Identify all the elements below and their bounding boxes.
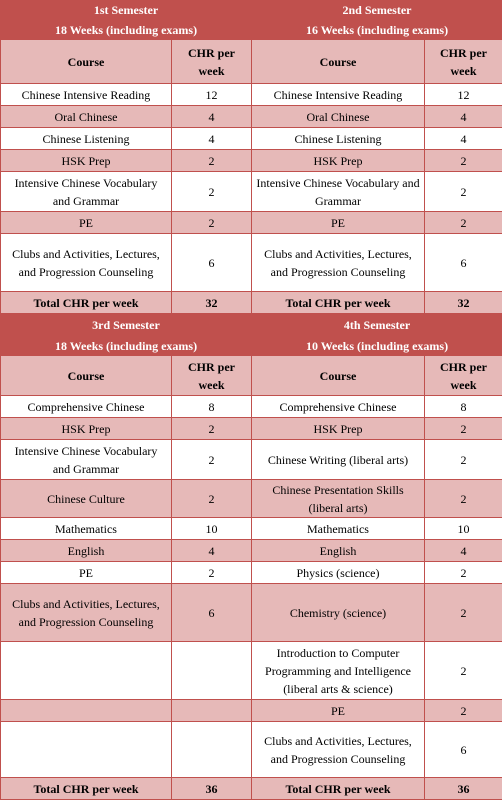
chr-cell: 4 — [172, 106, 252, 128]
total-label: Total CHR per week — [1, 778, 172, 800]
course-cell: Comprehensive Chinese — [1, 396, 172, 418]
total-label: Total CHR per week — [1, 292, 172, 314]
chr-cell: 2 — [425, 150, 502, 172]
course-cell: Chinese Listening — [1, 128, 172, 150]
course-header: Course — [252, 40, 425, 84]
course-cell: Comprehensive Chinese — [252, 396, 425, 418]
course-cell: Intensive Chinese Vocabulary and Grammar — [252, 172, 425, 212]
course-header: Course — [1, 356, 172, 396]
table-row — [1, 418, 502, 440]
course-cell: Mathematics — [1, 518, 172, 540]
chr-cell: 6 — [172, 234, 252, 292]
chr-cell: 2 — [172, 480, 252, 518]
chr-cell — [172, 722, 252, 778]
chr-cell: 8 — [172, 396, 252, 418]
chr-cell: 2 — [425, 212, 502, 234]
chr-cell: 12 — [172, 84, 252, 106]
chr-header: CHR per week — [425, 356, 502, 396]
table-row — [1, 212, 502, 234]
course-cell: HSK Prep — [1, 418, 172, 440]
course-cell: Chinese Culture — [1, 480, 172, 518]
table-row — [1, 150, 502, 172]
total-label: Total CHR per week — [252, 778, 425, 800]
total-row — [1, 292, 502, 314]
table-row — [1, 700, 502, 722]
course-cell: Chinese Intensive Reading — [1, 84, 172, 106]
course-cell — [1, 642, 172, 700]
table-row — [1, 234, 502, 292]
chr-cell: 2 — [425, 418, 502, 440]
chr-cell: 4 — [172, 540, 252, 562]
semester-4-title: 4th Semester — [252, 314, 502, 336]
course-cell: Clubs and Activities, Lectures, and Progression Counseling — [252, 234, 425, 292]
table-row — [1, 722, 502, 778]
chr-cell: 10 — [172, 518, 252, 540]
table-row — [1, 562, 502, 584]
total-value: 32 — [172, 292, 252, 314]
course-cell: Clubs and Activities, Lectures, and Progression Counseling — [1, 584, 172, 642]
semester-3-title: 3rd Semester — [1, 314, 252, 336]
course-cell: Chinese Writing (liberal arts) — [252, 440, 425, 480]
course-cell: Mathematics — [252, 518, 425, 540]
course-cell: PE — [1, 562, 172, 584]
chr-header: CHR per week — [172, 40, 252, 84]
course-cell: PE — [252, 212, 425, 234]
course-cell: Clubs and Activities, Lectures, and Progression Counseling — [252, 722, 425, 778]
course-cell: Chemistry (science) — [252, 584, 425, 642]
chr-cell: 4 — [425, 106, 502, 128]
table-row — [1, 518, 502, 540]
chr-cell: 8 — [425, 396, 502, 418]
course-cell: Oral Chinese — [1, 106, 172, 128]
total-value: 32 — [425, 292, 502, 314]
chr-cell: 2 — [425, 172, 502, 212]
course-cell: HSK Prep — [1, 150, 172, 172]
course-cell — [1, 700, 172, 722]
chr-cell: 2 — [425, 480, 502, 518]
chr-cell: 2 — [425, 584, 502, 642]
chr-cell: 2 — [172, 418, 252, 440]
course-cell: HSK Prep — [252, 418, 425, 440]
course-cell: English — [252, 540, 425, 562]
course-cell: Introduction to Computer Programming and Intelligence (liberal arts & science) — [252, 642, 425, 700]
chr-cell: 2 — [172, 150, 252, 172]
chr-cell: 12 — [425, 84, 502, 106]
course-cell: PE — [1, 212, 172, 234]
chr-cell: 4 — [172, 128, 252, 150]
semester-2-weeks: 16 Weeks (including exams) — [252, 20, 502, 40]
course-cell: Clubs and Activities, Lectures, and Progression Counseling — [1, 234, 172, 292]
semester-3-weeks: 18 Weeks (including exams) — [1, 336, 252, 356]
table-row — [1, 540, 502, 562]
chr-cell: 2 — [425, 440, 502, 480]
table-row — [1, 584, 502, 642]
total-label: Total CHR per week — [252, 292, 425, 314]
course-cell: PE — [252, 700, 425, 722]
chr-cell: 2 — [425, 642, 502, 700]
total-value: 36 — [172, 778, 252, 800]
chr-cell: 4 — [425, 128, 502, 150]
chr-cell: 2 — [172, 212, 252, 234]
chr-header: CHR per week — [172, 356, 252, 396]
chr-cell: 2 — [425, 700, 502, 722]
chr-cell: 2 — [425, 562, 502, 584]
table-row — [1, 642, 502, 700]
chr-cell: 10 — [425, 518, 502, 540]
course-cell — [1, 722, 172, 778]
total-value: 36 — [425, 778, 502, 800]
chr-cell: 6 — [425, 234, 502, 292]
chr-cell: 2 — [172, 440, 252, 480]
semester-1-weeks: 18 Weeks (including exams) — [1, 20, 252, 40]
chr-cell: 2 — [172, 562, 252, 584]
table-row — [1, 106, 502, 128]
course-cell: Chinese Intensive Reading — [252, 84, 425, 106]
table-row — [1, 440, 502, 480]
table-row — [1, 396, 502, 418]
chr-cell: 6 — [172, 584, 252, 642]
semester-4-weeks: 10 Weeks (including exams) — [252, 336, 502, 356]
table-row — [1, 172, 502, 212]
chr-cell: 6 — [425, 722, 502, 778]
table-row — [1, 480, 502, 518]
course-header: Course — [252, 356, 425, 396]
course-cell: Oral Chinese — [252, 106, 425, 128]
semester-1-title: 1st Semester — [1, 1, 252, 20]
chr-header: CHR per week — [425, 40, 502, 84]
course-cell: Intensive Chinese Vocabulary and Grammar — [1, 172, 172, 212]
course-header: Course — [1, 40, 172, 84]
chr-cell — [172, 700, 252, 722]
semester-2-title: 2nd Semester — [252, 1, 502, 20]
course-cell: Intensive Chinese Vocabulary and Grammar — [1, 440, 172, 480]
total-row — [1, 778, 502, 800]
chr-cell: 4 — [425, 540, 502, 562]
course-cell: Physics (science) — [252, 562, 425, 584]
course-cell: Chinese Presentation Skills (liberal arts) — [252, 480, 425, 518]
chr-cell: 2 — [172, 172, 252, 212]
course-cell: Chinese Listening — [252, 128, 425, 150]
table-row — [1, 84, 502, 106]
course-cell: English — [1, 540, 172, 562]
course-cell: HSK Prep — [252, 150, 425, 172]
table-row — [1, 128, 502, 150]
chr-cell — [172, 642, 252, 700]
